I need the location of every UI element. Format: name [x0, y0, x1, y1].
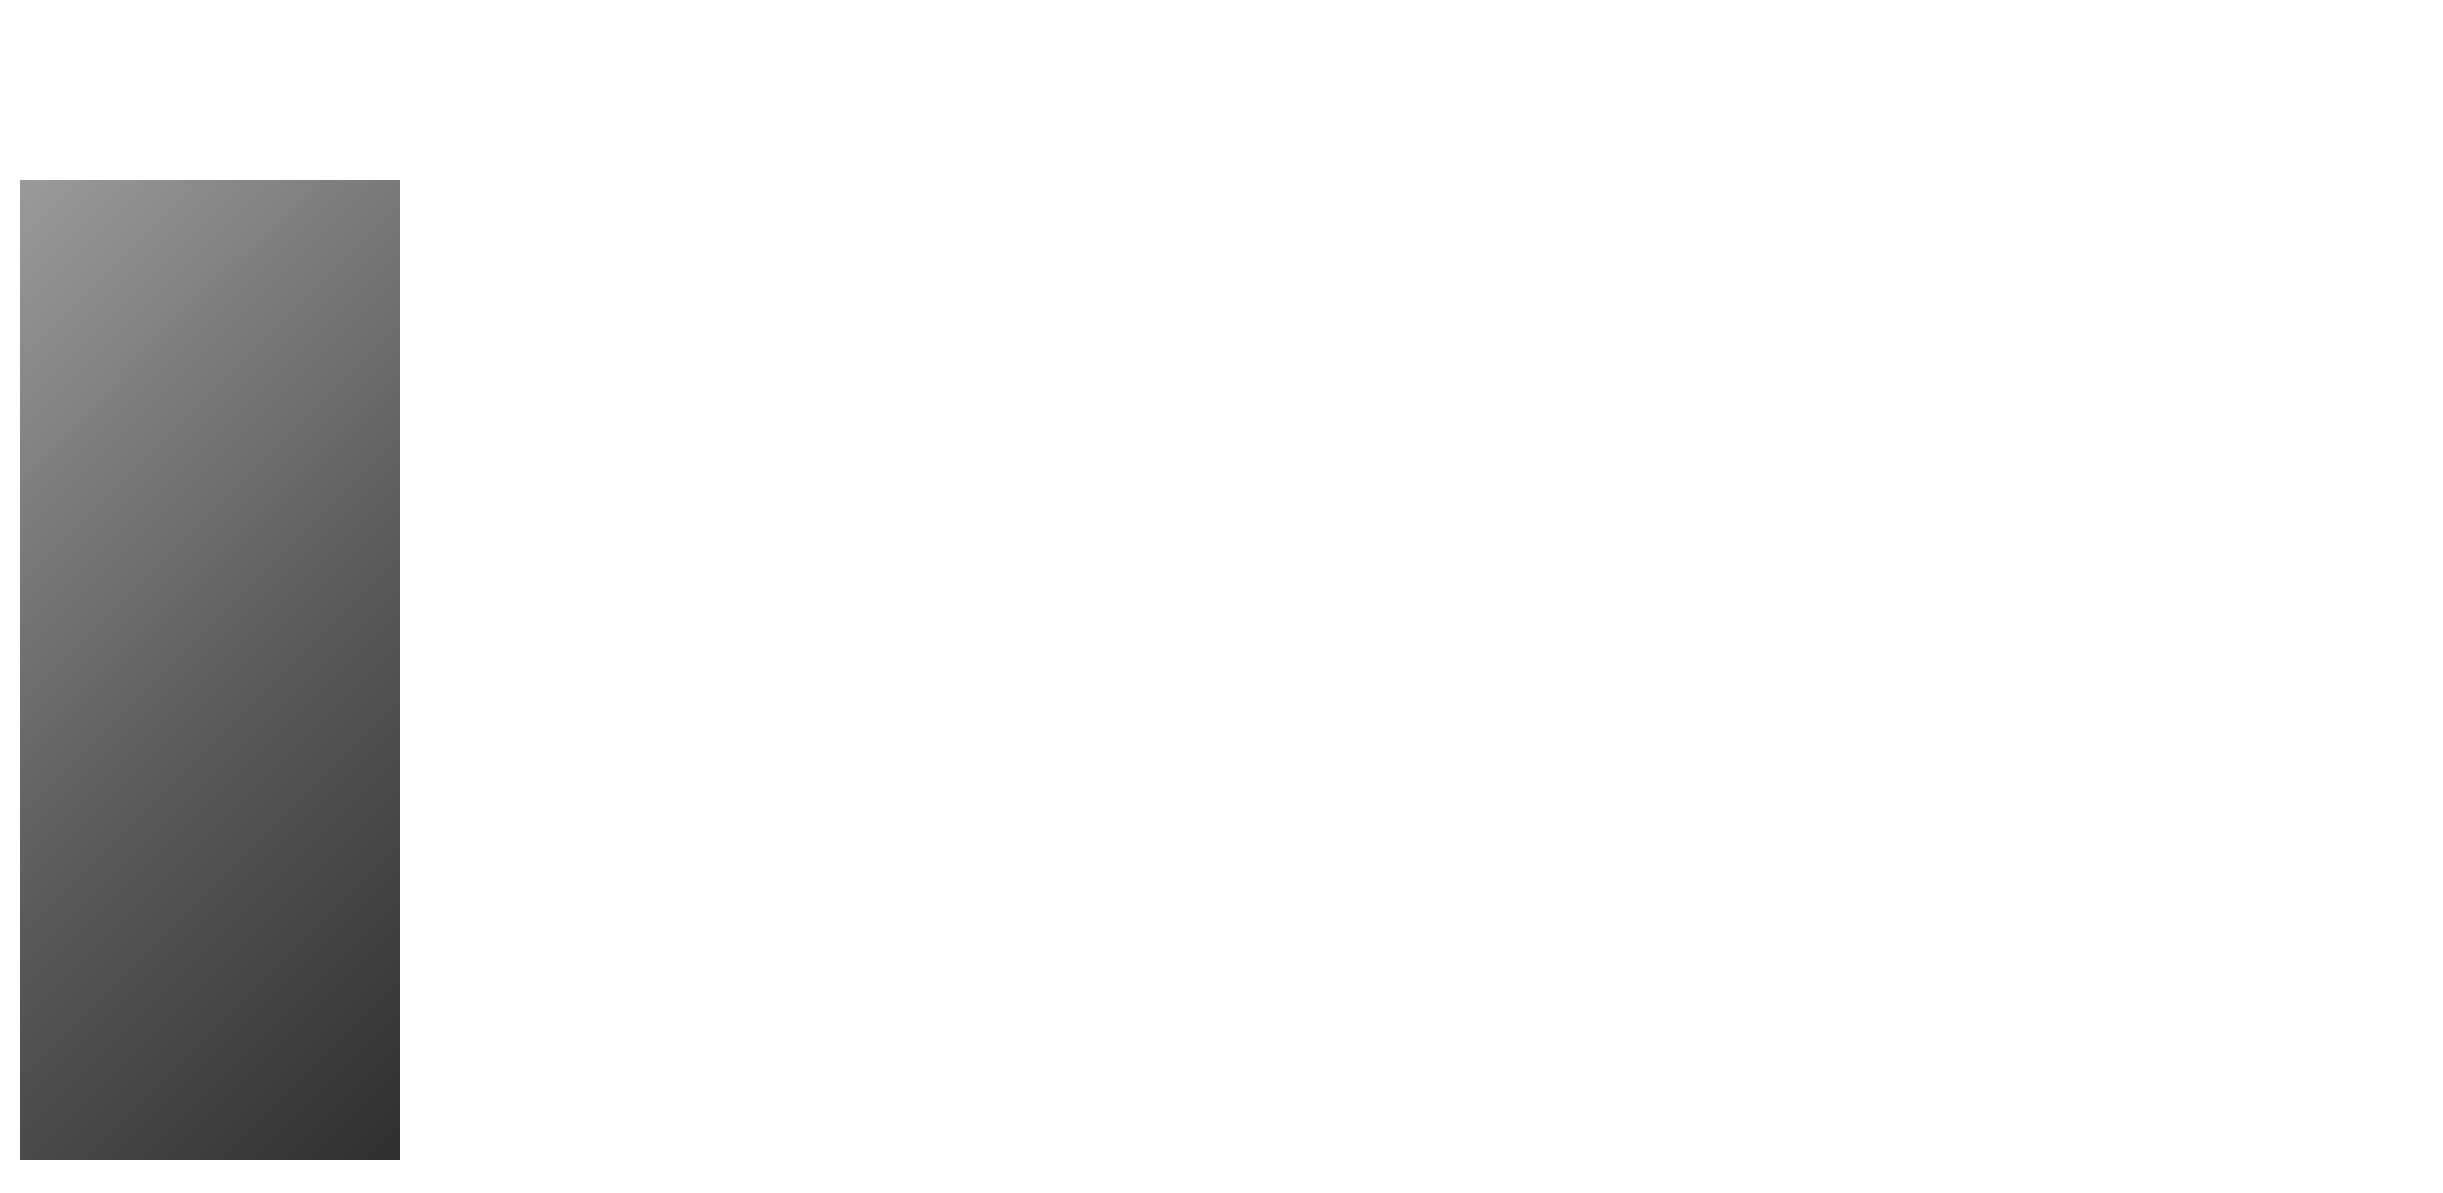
portrait-photo [20, 180, 400, 1160]
article-column-3 [930, 180, 1410, 1160]
article-column-1 [1930, 180, 2410, 1160]
article-column-4 [430, 180, 910, 1160]
photo-caption [20, 1165, 400, 1185]
article-column-2 [1430, 180, 1910, 1160]
